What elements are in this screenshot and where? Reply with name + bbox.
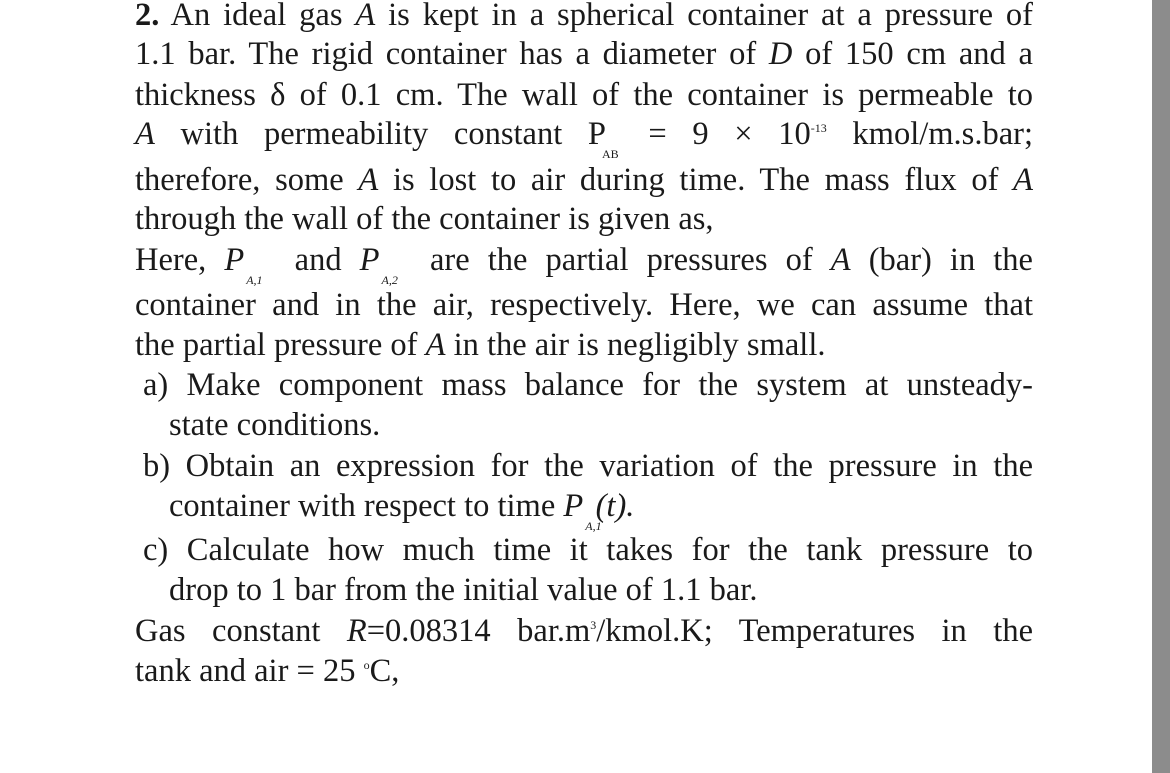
problem-number: 2. bbox=[135, 0, 160, 33]
problem-line-3: thickness δ of 0.1 cm. The wall of the container is permeable to bbox=[135, 77, 1033, 113]
exponent: 3 bbox=[590, 618, 597, 632]
problem-line-6: through the wall of the container is given as, bbox=[135, 201, 714, 237]
constants-line-2: tank and air = 25 $^o$C, bbox=[135, 653, 400, 689]
degree-symbol: o bbox=[363, 658, 370, 672]
problem-line-4: A with permeability constant $P_{AB} = 9 \times 10^{-13}$ kmol/m.s.bar; bbox=[135, 116, 1033, 161]
part-c-line-2: drop to 1 bar from the initial value of 1.1 bar. bbox=[169, 572, 758, 608]
problem-line-1: 2. An ideal gas A is kept in a spherical container at a pressure of bbox=[135, 0, 1033, 35]
exponent: -13 bbox=[810, 121, 827, 135]
part-a-line-2: state conditions. bbox=[169, 407, 381, 443]
problem-line-7: Here, $P_{A,1}$ and $P_{A,2}$ are the partial pressures of A (bar) in the bbox=[135, 242, 1033, 287]
part-a-line-1: a) Make component mass balance for the system at unsteady- bbox=[143, 367, 1033, 403]
subscript-ab: AB bbox=[601, 147, 619, 161]
problem-line-8: container and in the air, respectively. Here, we can assume that bbox=[135, 287, 1033, 323]
subscript-a2: A,2 bbox=[381, 273, 398, 287]
subscript-a1: A,1 bbox=[585, 519, 602, 533]
part-b-line-2: container with respect to time $P_{A,1}(t)$. bbox=[169, 488, 635, 533]
problem-line-2: 1.1 bar. The rigid container has a diameter of D of 150 cm and a bbox=[135, 36, 1033, 72]
problem-line-9: the partial pressure of A in the air is negligibly small. bbox=[135, 327, 826, 363]
part-c-line-1: c) Calculate how much time it takes for the tank pressure to bbox=[143, 532, 1033, 568]
problem-line-5: therefore, some A is lost to air during time. The mass flux of A bbox=[135, 162, 1033, 198]
subscript-a1: A,1 bbox=[246, 273, 263, 287]
scrollbar[interactable] bbox=[1152, 0, 1170, 773]
part-b-line-1: b) Obtain an expression for the variation of the pressure in the bbox=[143, 448, 1033, 484]
constants-line-1: Gas constant R=0.08314 $bar.m^3/kmol.K$; Temperatures in the bbox=[135, 613, 1033, 649]
